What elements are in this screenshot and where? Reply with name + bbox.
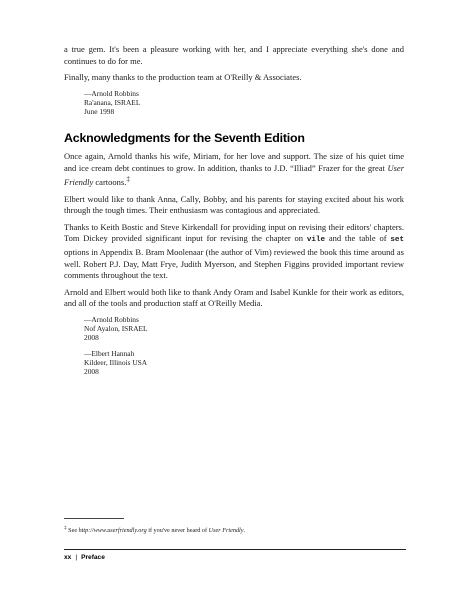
signature-block <box>84 89 404 117</box>
signature-name: —Arnold Robbins <box>84 314 139 324</box>
signature-date: 2008 <box>84 333 99 343</box>
code-term: vile <box>306 236 326 245</box>
signature-place: Kildeer, Illinois USA <box>84 357 148 367</box>
code-term: set <box>390 236 404 245</box>
signature-block <box>84 349 404 377</box>
text-run: See <box>66 527 79 535</box>
footnote-link[interactable]: http://www.userfriendly.org <box>78 527 147 535</box>
text-run: Thanks to Keith Bostic and Steve Kirkendall for providing input on revising their editors' chapters. Tom Dickey provided significant input for revising the chapter on <box>64 221 404 244</box>
section-text-block <box>64 151 404 382</box>
page-number: xx <box>64 554 72 561</box>
top-text-block <box>64 44 404 122</box>
text-run: and the table of <box>325 233 391 244</box>
paragraph <box>64 151 404 189</box>
signature-date: 2008 <box>84 366 99 376</box>
text-run: Once again, Arnold thanks his wife, Miriam, for her love and support. The size of his quiet time and ice cream debt continues to grow. In addition, thanks to J.D. “Illiad” Frazer for the great <box>64 151 404 173</box>
footnote-marker[interactable]: ‡ <box>126 175 130 184</box>
paragraph <box>64 222 404 282</box>
chapter-title: Preface <box>81 554 105 561</box>
signature-name: —Arnold Robbins <box>84 88 139 98</box>
emphasis-text: User Friendly <box>64 162 404 188</box>
signature-date: June 1998 <box>84 107 115 117</box>
footnote-divider <box>64 518 124 519</box>
footer-divider <box>64 549 406 550</box>
paragraph: Arnold and Elbert would both like to thank Andy Oram and Isabel Kunkle for their work as editors, and all of the tools and production staff at O'Reilly Media. <box>64 286 404 309</box>
footnote <box>64 524 404 535</box>
text-run: . <box>243 527 246 535</box>
page-footer <box>64 554 105 561</box>
text-run: options in Appendix B. Bram Moolenaar (the author of Vim) reviewed the book this time around as well. Robert P.J. Day, Matt Frye, Judith Myerson, and Stephen Figgins provided important review comments throughout the text. <box>64 246 404 281</box>
text-run: cartoons. <box>93 177 127 188</box>
signature-name: —Elbert Hannah <box>84 348 135 358</box>
signature-place: Ra'anana, ISRAEL <box>84 97 141 107</box>
section-heading: Acknowledgments for the Seventh Edition <box>64 131 305 145</box>
emphasis-text: User Friendly <box>208 527 244 535</box>
paragraph: Finally, many thanks to the production team at O'Reilly & Associates. <box>64 72 302 83</box>
paragraph: Elbert would like to thank Anna, Cally, Bobby, and his parents for staying excited about his work through the tough times. Their enthusiasm was contagious and appreciated. <box>64 193 404 216</box>
paragraph: a true gem. It's been a pleasure working with her, and I appreciate everything she's done and continues to do for me. <box>64 44 404 66</box>
text-run: if you've never heard of <box>146 527 209 535</box>
signature-place: Nof Ayalon, ISRAEL <box>84 324 148 334</box>
footer-separator: | <box>75 554 78 561</box>
signature-block <box>84 315 404 343</box>
footnote-mark: ‡ <box>64 525 67 531</box>
